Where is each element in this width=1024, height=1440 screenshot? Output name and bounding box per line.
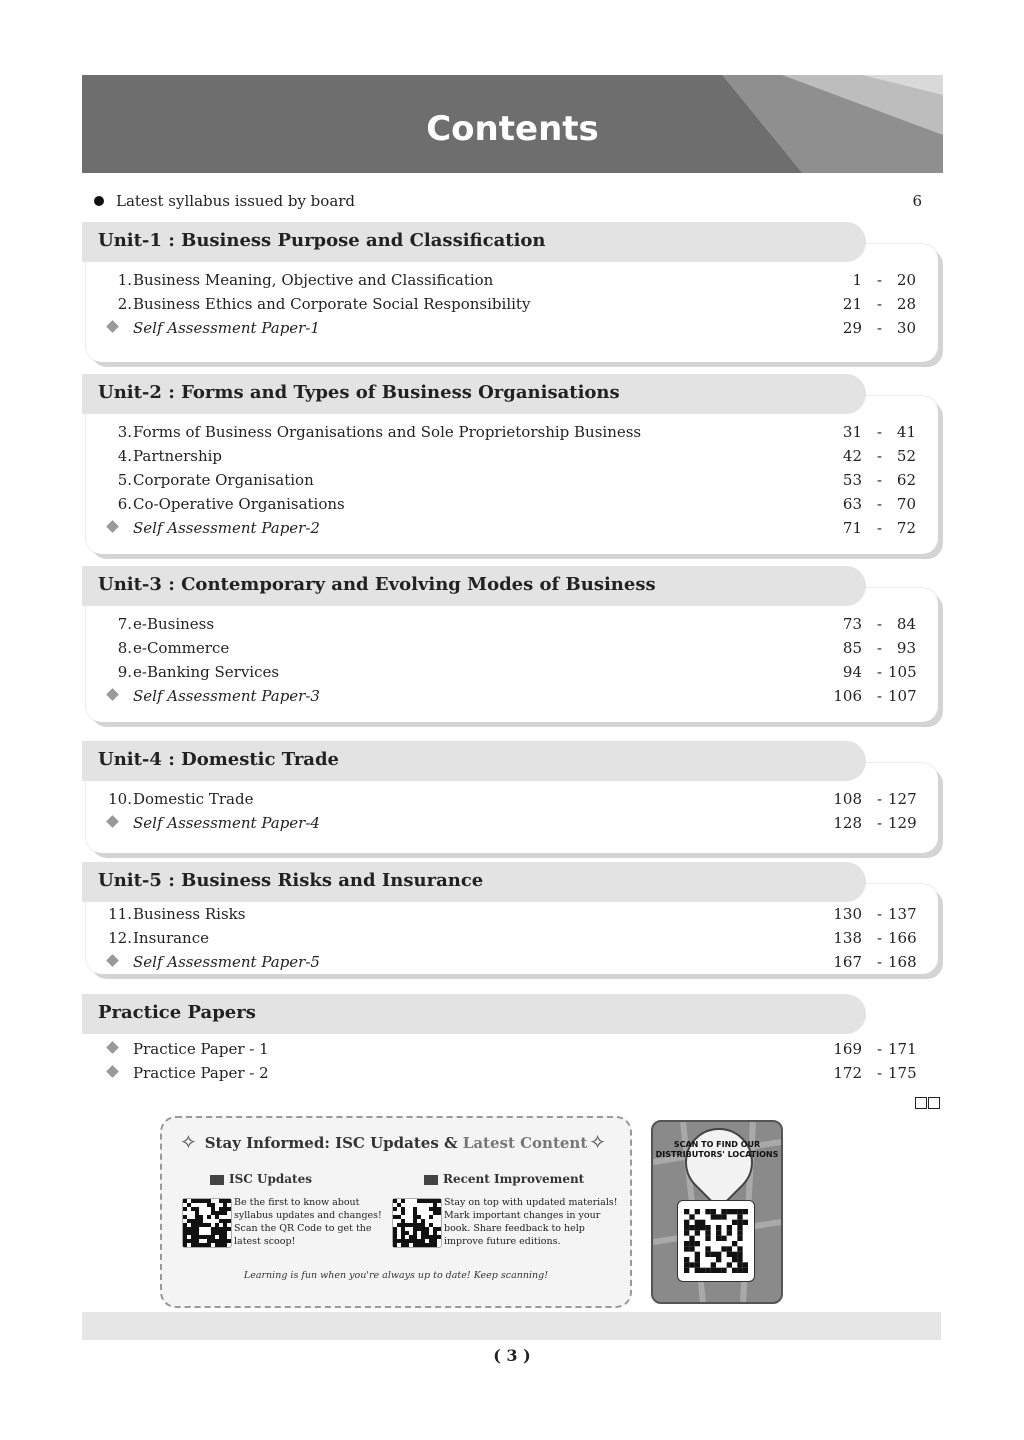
entry-page-to: 168 bbox=[888, 953, 917, 971]
page-range-dash: - bbox=[877, 639, 883, 657]
unit-section bbox=[82, 566, 942, 722]
contents-entry[interactable] bbox=[106, 814, 918, 836]
contents-entry[interactable] bbox=[106, 423, 918, 445]
entry-page-from: 94 bbox=[842, 663, 862, 681]
contents-entry[interactable] bbox=[106, 929, 918, 951]
updates-promo-box bbox=[160, 1116, 632, 1308]
syllabus-label: Latest syllabus issued by board bbox=[116, 192, 356, 210]
entry-title: Insurance bbox=[133, 929, 209, 947]
entry-number: 12. bbox=[108, 929, 132, 947]
entry-page-from: 169 bbox=[833, 1040, 862, 1058]
entry-page-from: 138 bbox=[833, 929, 862, 947]
sparkle-icon: ✧ bbox=[589, 1130, 606, 1154]
diamond-bullet-icon bbox=[106, 954, 119, 967]
contents-entry[interactable] bbox=[106, 471, 918, 493]
contents-entry[interactable] bbox=[106, 447, 918, 469]
entry-title: Partnership bbox=[133, 447, 223, 465]
entry-page-to: 84 bbox=[896, 615, 916, 633]
contents-entry[interactable] bbox=[106, 495, 918, 517]
page-range-dash: - bbox=[877, 423, 883, 441]
entry-number: 10. bbox=[108, 790, 132, 808]
contents-entry[interactable] bbox=[106, 1064, 918, 1086]
unit-header bbox=[82, 222, 866, 262]
unit-header bbox=[82, 566, 866, 606]
entry-page-to: 166 bbox=[888, 929, 917, 947]
page-range-dash: - bbox=[877, 1064, 883, 1082]
page-range-dash: - bbox=[877, 495, 883, 513]
entry-number: 6. bbox=[117, 495, 132, 513]
page-number: ( 3 ) bbox=[493, 1346, 531, 1365]
entry-number: 5. bbox=[117, 471, 132, 489]
page-range-dash: - bbox=[877, 953, 883, 971]
entry-title: Self Assessment Paper-1 bbox=[133, 319, 320, 337]
contents-entry[interactable] bbox=[106, 790, 918, 812]
entry-title: Self Assessment Paper-3 bbox=[133, 687, 320, 705]
page-range-dash: - bbox=[877, 929, 883, 947]
unit-title: Unit-4 : Domestic Trade bbox=[98, 749, 340, 770]
entry-page-to: 41 bbox=[896, 423, 916, 441]
diamond-bullet-icon bbox=[106, 688, 119, 701]
contents-entry[interactable] bbox=[106, 687, 918, 709]
unit-header bbox=[82, 741, 866, 781]
isc-updates-qr-code[interactable] bbox=[182, 1198, 232, 1248]
page-range-dash: - bbox=[877, 471, 883, 489]
unit-header bbox=[82, 994, 866, 1034]
distributor-locator-card[interactable] bbox=[651, 1120, 783, 1304]
page-range-dash: - bbox=[877, 447, 883, 465]
entry-page-from: 130 bbox=[833, 905, 862, 923]
entry-page-to: 93 bbox=[896, 639, 916, 657]
entry-number: 8. bbox=[117, 639, 132, 657]
contents-banner bbox=[82, 75, 943, 173]
entry-page-to: 52 bbox=[896, 447, 916, 465]
recent-improvement-qr-code[interactable] bbox=[392, 1198, 442, 1248]
entry-page-from: 63 bbox=[842, 495, 862, 513]
isc-updates-heading: ISC Updates bbox=[210, 1172, 312, 1186]
entry-page-to: 107 bbox=[888, 687, 917, 705]
syllabus-entry[interactable] bbox=[94, 192, 924, 214]
entry-title: Business Risks bbox=[133, 905, 246, 923]
entry-title: e-Business bbox=[133, 615, 215, 633]
unit-header bbox=[82, 862, 866, 902]
sparkle-icon: ✧ bbox=[180, 1130, 197, 1154]
promo-title: Stay Informed: ISC Updates & Latest Content bbox=[204, 1134, 588, 1152]
entry-page-from: 85 bbox=[842, 639, 862, 657]
footer-bar bbox=[82, 1312, 941, 1340]
distributor-qr-code[interactable] bbox=[677, 1200, 755, 1282]
unit-section bbox=[82, 741, 942, 853]
entry-page-from: 108 bbox=[833, 790, 862, 808]
entry-page-from: 29 bbox=[842, 319, 862, 337]
entry-page-to: 175 bbox=[888, 1064, 917, 1082]
contents-entry[interactable] bbox=[106, 519, 918, 541]
entry-page-from: 31 bbox=[842, 423, 862, 441]
end-of-contents-icon bbox=[914, 1097, 940, 1113]
entry-number: 2. bbox=[117, 295, 132, 313]
entry-page-from: 42 bbox=[842, 447, 862, 465]
entry-number: 9. bbox=[117, 663, 132, 681]
contents-entry[interactable] bbox=[106, 639, 918, 661]
entry-page-to: 30 bbox=[896, 319, 916, 337]
entry-page-from: 21 bbox=[842, 295, 862, 313]
unit-section bbox=[82, 862, 942, 974]
entry-title: Practice Paper - 1 bbox=[133, 1040, 269, 1058]
unit-header bbox=[82, 374, 866, 414]
page-range-dash: - bbox=[877, 271, 883, 289]
page-range-dash: - bbox=[877, 295, 883, 313]
unit-section bbox=[82, 374, 942, 554]
diamond-bullet-icon bbox=[106, 1065, 119, 1078]
entry-number: 7. bbox=[117, 615, 132, 633]
unit-title: Unit-3 : Contemporary and Evolving Modes of Business bbox=[98, 574, 656, 595]
entry-page-to: 72 bbox=[896, 519, 916, 537]
entry-page-from: 53 bbox=[842, 471, 862, 489]
diamond-bullet-icon bbox=[106, 1041, 119, 1054]
entry-page-to: 137 bbox=[888, 905, 917, 923]
diamond-bullet-icon bbox=[106, 320, 119, 333]
entry-page-to: 70 bbox=[896, 495, 916, 513]
entry-title: Business Ethics and Corporate Social Responsibility bbox=[133, 295, 531, 313]
page-range-dash: - bbox=[877, 319, 883, 337]
page-range-dash: - bbox=[877, 814, 883, 832]
entry-title: e-Banking Services bbox=[133, 663, 280, 681]
entry-page-from: 73 bbox=[842, 615, 862, 633]
contents-entry[interactable] bbox=[106, 905, 918, 927]
contents-entry[interactable] bbox=[106, 953, 918, 975]
entry-page-from: 167 bbox=[833, 953, 862, 971]
entry-number: 4. bbox=[117, 447, 132, 465]
entry-title: Co-Operative Organisations bbox=[133, 495, 345, 513]
entry-page-to: 105 bbox=[888, 663, 917, 681]
diamond-bullet-icon bbox=[106, 520, 119, 533]
entry-page-from: 71 bbox=[842, 519, 862, 537]
entry-title: Practice Paper - 2 bbox=[133, 1064, 269, 1082]
recent-improvement-heading: Recent Improvement bbox=[424, 1172, 584, 1186]
entry-page-to: 20 bbox=[896, 271, 916, 289]
page-range-dash: - bbox=[877, 519, 883, 537]
unit-title: Unit-2 : Forms and Types of Business Organisations bbox=[98, 382, 620, 403]
entry-title: Self Assessment Paper-4 bbox=[133, 814, 320, 832]
page-range-dash: - bbox=[877, 615, 883, 633]
entry-number: 3. bbox=[117, 423, 132, 441]
unit-section bbox=[82, 222, 942, 362]
syllabus-page: 6 bbox=[912, 192, 922, 210]
unit-title: Unit-5 : Business Risks and Insurance bbox=[98, 870, 484, 891]
unit-section bbox=[82, 994, 942, 1090]
contents-entry[interactable] bbox=[106, 271, 918, 293]
entry-page-from: 1 bbox=[852, 271, 862, 289]
bullet-icon bbox=[94, 196, 104, 206]
isc-updates-text: Be the first to know about syllabus updates and changes! Scan the QR Code to get the latest scoop! bbox=[234, 1197, 382, 1247]
page-range-dash: - bbox=[877, 687, 883, 705]
contents-entry[interactable] bbox=[106, 663, 918, 685]
entry-page-to: 127 bbox=[888, 790, 917, 808]
unit-title: Practice Papers bbox=[98, 1002, 256, 1023]
entry-page-from: 106 bbox=[833, 687, 862, 705]
page-range-dash: - bbox=[877, 905, 883, 923]
page-range-dash: - bbox=[877, 663, 883, 681]
page-range-dash: - bbox=[877, 790, 883, 808]
contents-entry[interactable] bbox=[106, 615, 918, 637]
entry-page-from: 128 bbox=[833, 814, 862, 832]
page-range-dash: - bbox=[877, 1040, 883, 1058]
document-icon bbox=[424, 1175, 438, 1185]
megaphone-icon bbox=[210, 1175, 224, 1185]
entry-page-from: 172 bbox=[833, 1064, 862, 1082]
entry-title: Self Assessment Paper-2 bbox=[133, 519, 320, 537]
entry-page-to: 171 bbox=[888, 1040, 917, 1058]
entry-page-to: 28 bbox=[896, 295, 916, 313]
entry-title: Domestic Trade bbox=[133, 790, 254, 808]
entry-number: 1. bbox=[117, 271, 132, 289]
unit-title: Unit-1 : Business Purpose and Classification bbox=[98, 230, 546, 251]
contents-entry[interactable] bbox=[106, 1040, 918, 1062]
entry-page-to: 129 bbox=[888, 814, 917, 832]
entry-title: Forms of Business Organisations and Sole Proprietorship Business bbox=[133, 423, 642, 441]
page-title: Contents bbox=[426, 109, 599, 149]
entry-title: e-Commerce bbox=[133, 639, 230, 657]
entry-number: 11. bbox=[108, 905, 132, 923]
promo-footer: Learning is fun when you're always up to date! Keep scanning! bbox=[243, 1270, 549, 1281]
entry-title: Corporate Organisation bbox=[133, 471, 314, 489]
map-card-text: SCAN TO FIND OUR DISTRIBUTORS' LOCATIONS bbox=[655, 1140, 779, 1159]
diamond-bullet-icon bbox=[106, 815, 119, 828]
entry-page-to: 62 bbox=[896, 471, 916, 489]
entry-title: Self Assessment Paper-5 bbox=[133, 953, 320, 971]
contents-entry[interactable] bbox=[106, 319, 918, 341]
contents-entry[interactable] bbox=[106, 295, 918, 317]
entry-title: Business Meaning, Objective and Classification bbox=[133, 271, 494, 289]
recent-improvement-text: Stay on top with updated materials! Mark important changes in your book. Share feedback to help improve future editions. bbox=[444, 1197, 618, 1247]
